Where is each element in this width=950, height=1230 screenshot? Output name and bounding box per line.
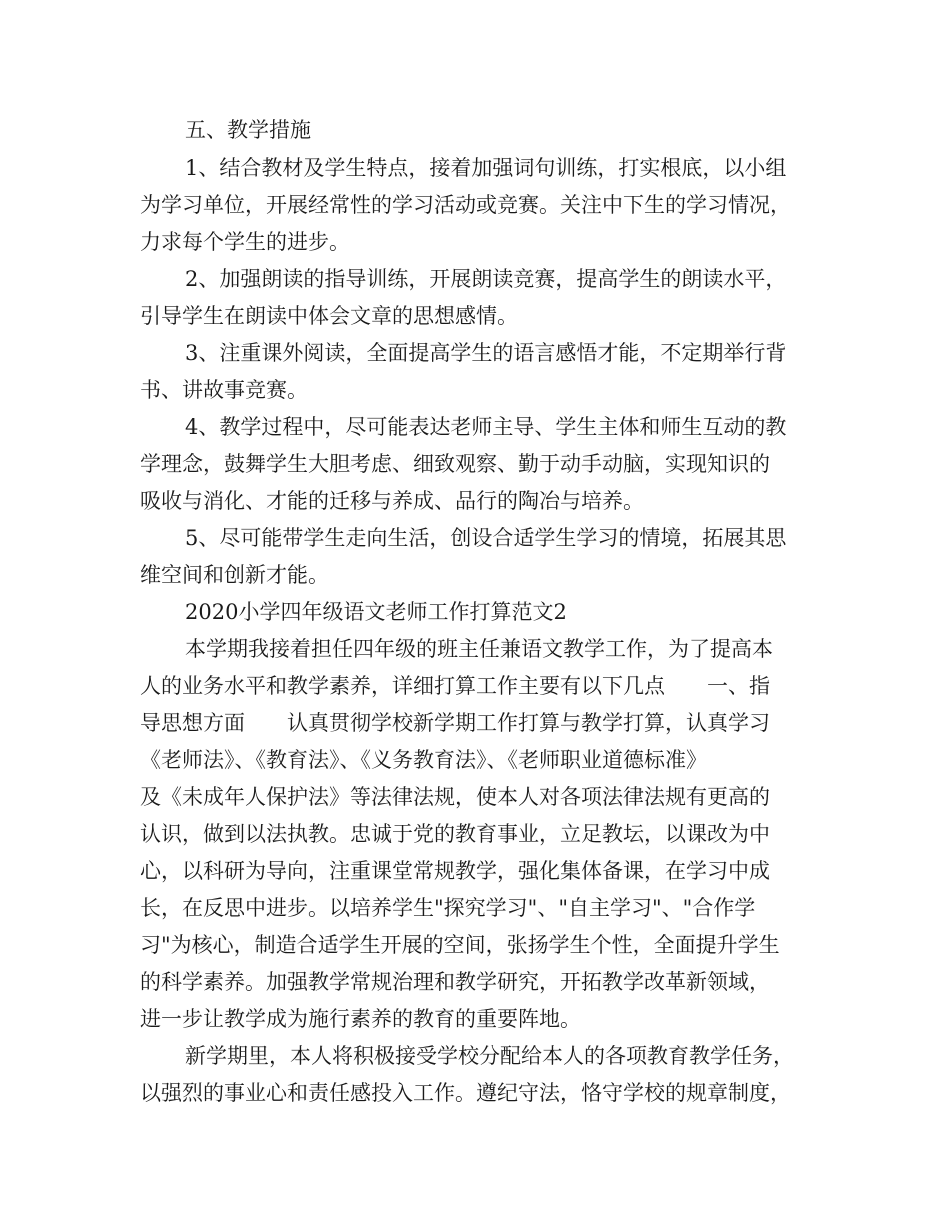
paragraph-line: 2、加强朗读的指导训练，开展朗读竞赛，提高学生的朗读水平， — [185, 267, 787, 291]
paragraph-line: 人的业务水平和教学素养，详细打算工作主要有以下几点 一、指 — [140, 674, 770, 698]
paragraph-line: 书、讲故事竞赛。 — [140, 378, 308, 402]
paragraph-line: 进一步让教学成为施行素养的教育的重要阵地。 — [140, 1007, 581, 1031]
paragraph-line: 3、注重课外阅读，全面提高学生的语言感悟才能，不定期举行背 — [185, 341, 787, 365]
paragraph-line: 为学习单位，开展经常性的学习活动或竞赛。关注中下生的学习情况， — [140, 193, 791, 217]
paragraph-line: 维空间和创新才能。 — [140, 563, 329, 587]
paragraph-line: 1、结合教材及学生特点，接着加强词句训练，打实根底，以小组 — [185, 156, 787, 180]
paragraph-line: 《老师法》、《教育法》、《义务教育法》、《老师职业道德标准》 — [140, 748, 707, 772]
paragraph-line: 本学期我接着担任四年级的班主任兼语文教学工作，为了提高本 — [185, 637, 773, 661]
paragraph-line: 导思想方面 认真贯彻学校新学期工作打算与教学打算，认真学习 — [140, 711, 770, 735]
paragraph-line: 新学期里，本人将积极接受学校分配给本人的各项教育教学任务， — [185, 1044, 794, 1068]
paragraph-line: 及《未成年人保护法》等法律法规，使本人对各项法律法规有更高的 — [140, 785, 770, 809]
paragraph-line: 吸收与消化、才能的迁移与养成、品行的陶冶与培养。 — [140, 489, 644, 513]
paragraph-line: 力求每个学生的进步。 — [140, 230, 350, 254]
paragraph-line: 习"为核心，制造合适学生开展的空间，张扬学生个性，全面提升学生 — [140, 933, 780, 957]
paragraph-line: 学理念，鼓舞学生大胆考虑、细致观察、勤于动手动脑，实现知识的 — [140, 452, 770, 476]
paragraph-line: 心，以科研为导向，注重课堂常规教学，强化集体备课，在学习中成 — [140, 859, 770, 883]
paragraph-line: 5、尽可能带学生走向生活，创设合适学生学习的情境，拓展其思 — [185, 526, 787, 550]
paragraph-line: 以强烈的事业心和责任感投入工作。遵纪守法，恪守学校的规章制度， — [140, 1081, 791, 1105]
paragraph-line: 引导学生在朗读中体会文章的思想感情。 — [140, 304, 518, 328]
paragraph-line: 的科学素养。加强教学常规治理和教学研究，开拓教学改革新领域， — [140, 970, 770, 994]
paragraph-line: 认识，做到以法执教。忠诚于党的教育事业，立足教坛，以课改为中 — [140, 822, 770, 846]
section-heading: 五、教学措施 — [185, 118, 311, 142]
paragraph-line: 4、教学过程中，尽可能表达老师主导、学生主体和师生互动的教 — [185, 415, 787, 439]
paragraph-line: 长，在反思中进步。以培养学生"探究学习"、"自主学习"、"合作学 — [140, 896, 756, 920]
document-subtitle: 2020小学四年级语文老师工作打算范文2 — [185, 600, 567, 624]
